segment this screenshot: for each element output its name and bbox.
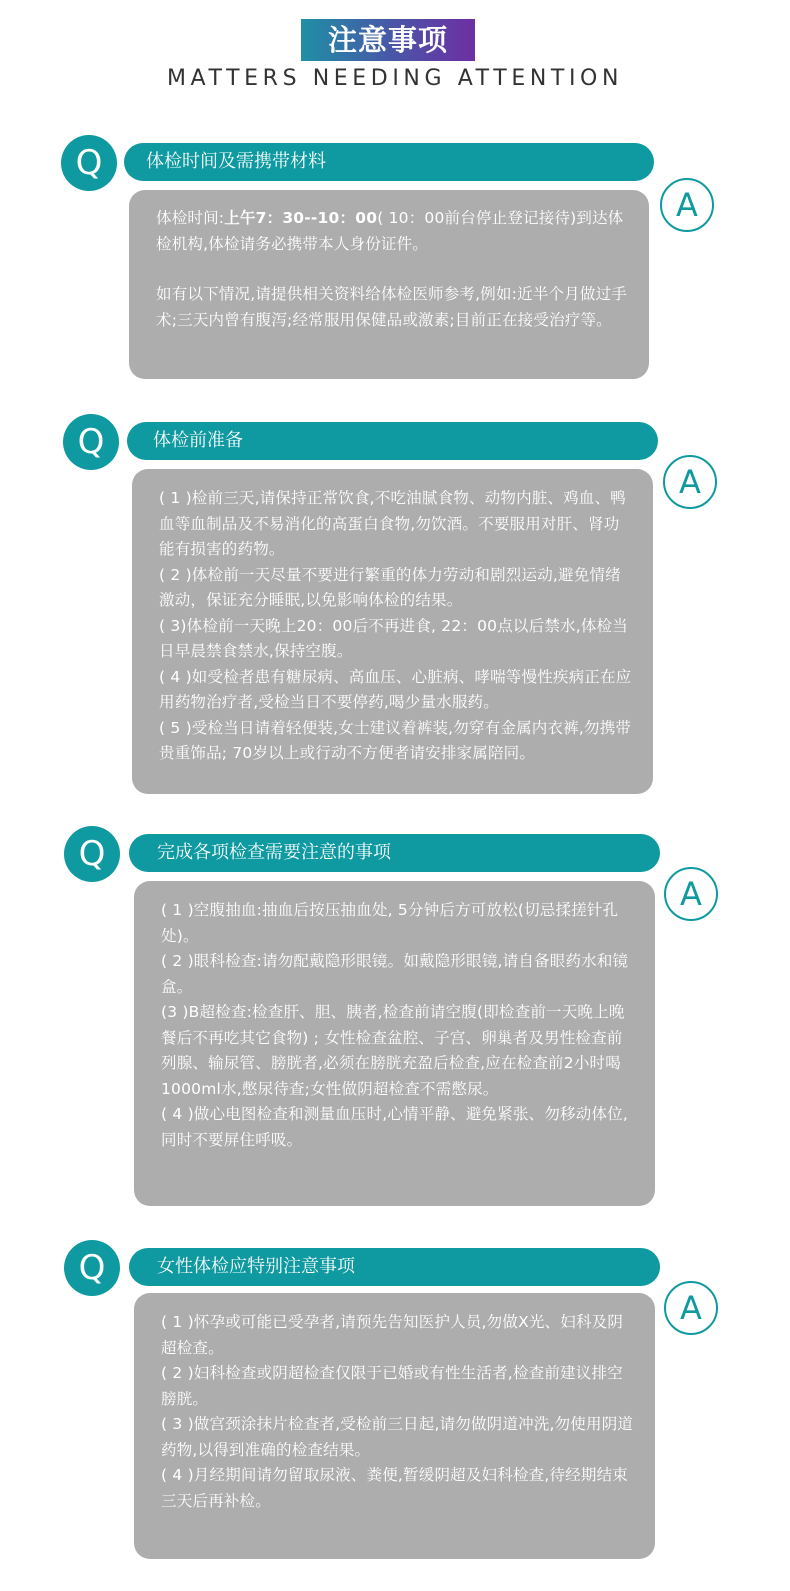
qa-section-4 xyxy=(0,1240,790,1565)
answer-paragraph xyxy=(156,206,629,257)
page-title: 注意事项 xyxy=(327,23,448,57)
question-bar xyxy=(129,1248,660,1286)
question-bar xyxy=(127,422,658,460)
answer-box xyxy=(134,1293,655,1559)
q-icon: Q xyxy=(64,826,120,882)
answer-paragraph: 如有以下情况,请提供相关资料给体检医师参考,例如:近半个月做过手术;三天内曾有腹泻;经常服用保健品或激素;目前正在接受治疗等。 xyxy=(156,285,627,329)
answer-item: ( 4 )月经期间请勿留取尿液、粪便,暂缓阴超及妇科检查,待经期结束三天后再补检。 xyxy=(161,1466,628,1510)
answer-item: ( 3 )做宫颈涂抹片检查者,受检前三日起,请勿做阴道冲洗,勿使用阴道药物,以得到准确的检查结果。 xyxy=(161,1415,634,1459)
answer-item: ( 2 )妇科检查或阴超检查仅限于已婚或有性生活者,检查前建议排空膀胱。 xyxy=(161,1364,623,1408)
answer-item: ( 1 )检前三天,请保持正常饮食,不吃油腻食物、动物内脏、鸡血、鸭血等血制品及不易消化的高蛋白食物,勿饮酒。不要服用对肝、肾功能有损害的药物。 xyxy=(159,489,626,558)
q-icon: Q xyxy=(64,1240,120,1296)
answer-item: ( 4 )如受检者患有糖尿病、高血压、心脏病、哮喘等慢性疾病正在应用药物治疗者,受检当日不要停药,喝少量水服药。 xyxy=(159,667,632,711)
a-icon: A xyxy=(660,178,714,232)
question-text: 女性体检应特别注意事项 xyxy=(157,1256,355,1277)
answer-item: (3 )B超检查:检查肝、胆、胰者,检查前请空腹(即检查前一天晚上晚餐后不再吃其它食物) ; 女性检查盆腔、子宫、卵巢者及男性检查前列腺、输尿管、膀胱者,必须在膀胱充盈后检查,应在检查前2小时喝1000ml水,憋尿待查;女性做阴超检查不需憋尿。 xyxy=(161,1003,625,1098)
page-header xyxy=(0,0,790,110)
paragraph-gap xyxy=(156,257,629,282)
answer-item: ( 1 )怀孕或可能已受孕者,请预先告知医护人员,勿做X光、妇科及阴超检查。 xyxy=(161,1313,624,1357)
answer-item: ( 2 )体检前一天尽量不要进行繁重的体力劳动和剧烈运动,避免情绪激动，保证充分睡眠,以免影响体检的结果。 xyxy=(159,565,621,609)
answer-box xyxy=(132,469,653,794)
answer-item: ( 1 )空腹抽血:抽血后按压抽血处, 5分钟后方可放松(切忌揉搓针孔处)。 xyxy=(161,901,619,945)
qa-section-3 xyxy=(0,826,790,1211)
q-icon: Q xyxy=(63,414,119,470)
question-text: 体检时间及需携带材料 xyxy=(146,151,326,172)
answer-item: ( 2 )眼科检查:请勿配戴隐形眼镜。如戴隐形眼镜,请自备眼药水和镜盒。 xyxy=(161,952,629,996)
time-note: ( 10：00前台停止登记接待)到达体检机构,体检请务必携带本人身份证件。 xyxy=(156,209,624,253)
question-bar xyxy=(124,143,654,181)
qa-section-1 xyxy=(0,135,790,385)
q-icon: Q xyxy=(61,135,117,191)
time-value: 上午7：30--10：00 xyxy=(224,209,378,227)
time-label: 体检时间: xyxy=(156,209,225,227)
question-text: 体检前准备 xyxy=(153,430,243,451)
page-subtitle: MATTERS NEEDING ATTENTION xyxy=(166,66,624,91)
answer-item: ( 3)体检前一天晚上20：00后不再进食, 22：00点以后禁水,体检当日早晨禁食禁水,保持空腹。 xyxy=(159,616,628,660)
a-icon: A xyxy=(663,455,717,509)
answer-box xyxy=(134,881,655,1206)
qa-section-2 xyxy=(0,414,790,799)
question-text: 完成各项检查需要注意的事项 xyxy=(157,842,391,863)
question-bar xyxy=(129,834,660,872)
answer-item: ( 5 )受检当日请着轻便装,女士建议着裤装,勿穿有金属内衣裤,勿携带贵重饰品; 70岁以上或行动不方便者请安排家属陪同。 xyxy=(159,718,632,762)
answer-item: ( 4 )做心电图检查和测量血压时,心情平静、避免紧张、勿移动体位,同时不要屏住呼吸。 xyxy=(161,1105,628,1149)
a-icon: A xyxy=(664,1281,718,1335)
answer-box xyxy=(129,190,649,379)
a-icon: A xyxy=(664,867,718,921)
title-badge xyxy=(301,19,475,61)
